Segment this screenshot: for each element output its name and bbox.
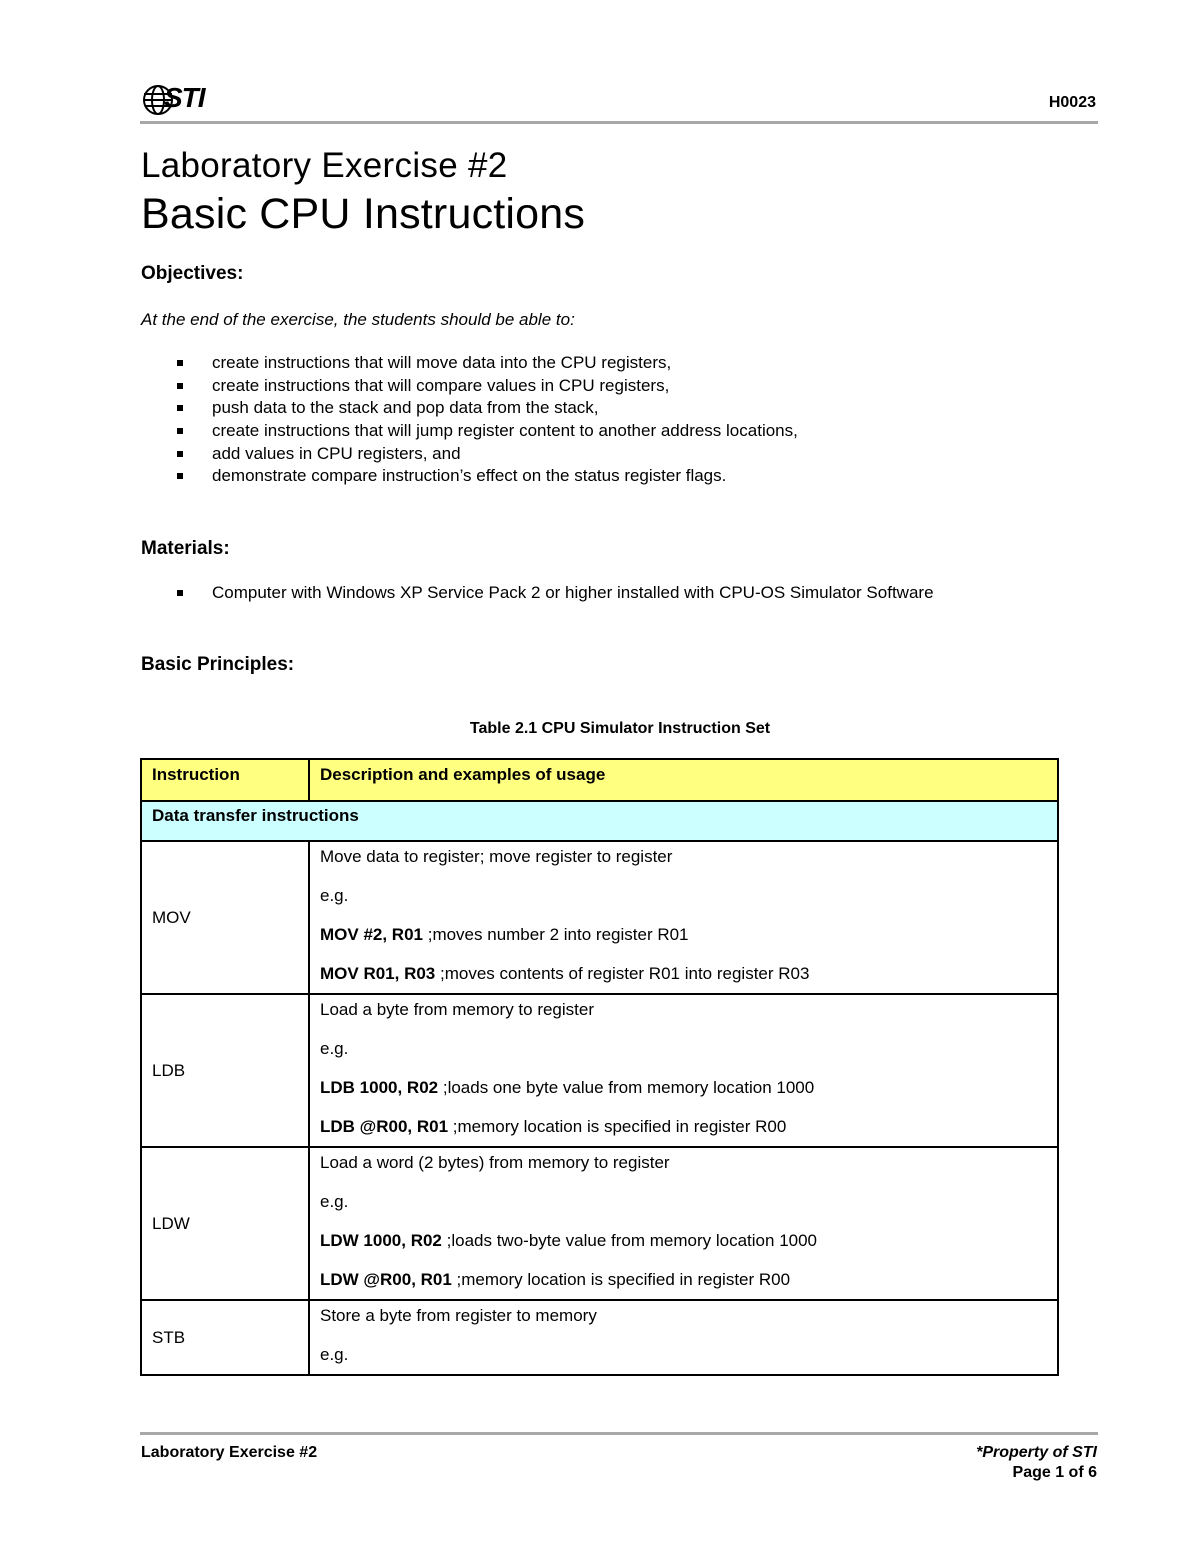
example-line [320, 963, 1047, 987]
example-label: e.g. [320, 1039, 349, 1058]
example-line [320, 1077, 1047, 1116]
instruction-description [309, 1300, 1058, 1375]
description-text: Move data to register; move register to register [320, 847, 673, 866]
exercise-title: Laboratory Exercise #2 [141, 146, 508, 185]
objectives-intro: At the end of the exercise, the students should be able to: [141, 310, 575, 329]
example-comment: ;loads one byte value from memory location 1000 [438, 1078, 815, 1097]
instruction-name: LDW [141, 1147, 309, 1300]
header-rule [140, 121, 1098, 124]
materials-heading: Materials: [141, 538, 230, 559]
table-row [141, 1300, 1058, 1375]
bullet-square-icon [177, 590, 183, 596]
description-text: Load a byte from memory to register [320, 1000, 595, 1019]
column-header-description: Description and examples of usage [309, 759, 1058, 801]
example-comment: ;memory location is specified in register R00 [451, 1270, 791, 1289]
example-comment: ;loads two-byte value from memory location 1000 [441, 1231, 818, 1250]
principles-heading: Basic Principles: [141, 654, 295, 675]
instruction-name: LDB [141, 994, 309, 1147]
footer-title: Laboratory Exercise #2 [141, 1444, 318, 1461]
list-item: create instructions that will move data into the CPU registers, [172, 352, 798, 375]
example-code: LDB 1000, R02 [320, 1078, 439, 1097]
table-caption: Table 2.1 CPU Simulator Instruction Set [469, 720, 771, 737]
instruction-set-table [140, 758, 1059, 1376]
table-section-row [141, 801, 1058, 841]
bullet-square-icon [177, 428, 183, 434]
bullet-square-icon [177, 451, 183, 457]
instruction-description [309, 1147, 1058, 1300]
example-line [320, 1116, 1047, 1140]
list-item: push data to the stack and pop data from the stack, [172, 397, 798, 420]
list-item: add values in CPU registers, and [172, 443, 798, 466]
example-comment: ;memory location is specified in register R00 [448, 1117, 787, 1136]
document-code: H0023 [1048, 94, 1096, 111]
page-number: Page 1 of 6 [1012, 1464, 1097, 1481]
example-line [320, 1269, 1047, 1293]
example-comment: ;moves number 2 into register R01 [423, 925, 689, 944]
list-item: demonstrate compare instruction’s effect on the status register flags. [172, 465, 798, 488]
example-label: e.g. [320, 886, 349, 905]
objectives-list [172, 352, 798, 488]
materials-list [172, 582, 934, 605]
example-code: LDB @R00, R01 [320, 1117, 449, 1136]
example-code: MOV #2, R01 [320, 925, 423, 944]
bullet-square-icon [177, 360, 183, 366]
exercise-subtitle: Basic CPU Instructions [141, 190, 586, 238]
bullet-square-icon [177, 405, 183, 411]
footer-rule [140, 1432, 1098, 1435]
bullet-square-icon [177, 383, 183, 389]
footer-property: *Property of STI [976, 1444, 1097, 1461]
example-code: LDW 1000, R02 [320, 1231, 442, 1250]
list-item: create instructions that will jump register content to another address locations, [172, 420, 798, 443]
instruction-name: MOV [141, 841, 309, 994]
example-comment: ;moves contents of register R01 into register R03 [435, 964, 810, 983]
example-code: LDW @R00, R01 [320, 1270, 452, 1289]
example-code: MOV R01, R03 [320, 964, 436, 983]
table-row [141, 1147, 1058, 1300]
instruction-description [309, 841, 1058, 994]
column-header-instruction: Instruction [141, 759, 309, 801]
list-item: Computer with Windows XP Service Pack 2 or higher installed with CPU-OS Simulator Software [172, 582, 934, 605]
sti-logo-text: STI [164, 82, 205, 113]
example-label: e.g. [320, 1345, 349, 1364]
section-label: Data transfer instructions [141, 801, 1058, 841]
instruction-name: STB [141, 1300, 309, 1375]
objectives-heading: Objectives: [141, 263, 244, 284]
table-row [141, 994, 1058, 1147]
description-text: Store a byte from register to memory [320, 1306, 597, 1325]
table-header-row [141, 759, 1058, 801]
list-item: create instructions that will compare values in CPU registers, [172, 375, 798, 398]
example-label: e.g. [320, 1192, 349, 1211]
instruction-description [309, 994, 1058, 1147]
description-text: Load a word (2 bytes) from memory to register [320, 1153, 670, 1172]
bullet-square-icon [177, 473, 183, 479]
table-row [141, 841, 1058, 994]
example-line [320, 1230, 1047, 1269]
example-line [320, 924, 1047, 963]
